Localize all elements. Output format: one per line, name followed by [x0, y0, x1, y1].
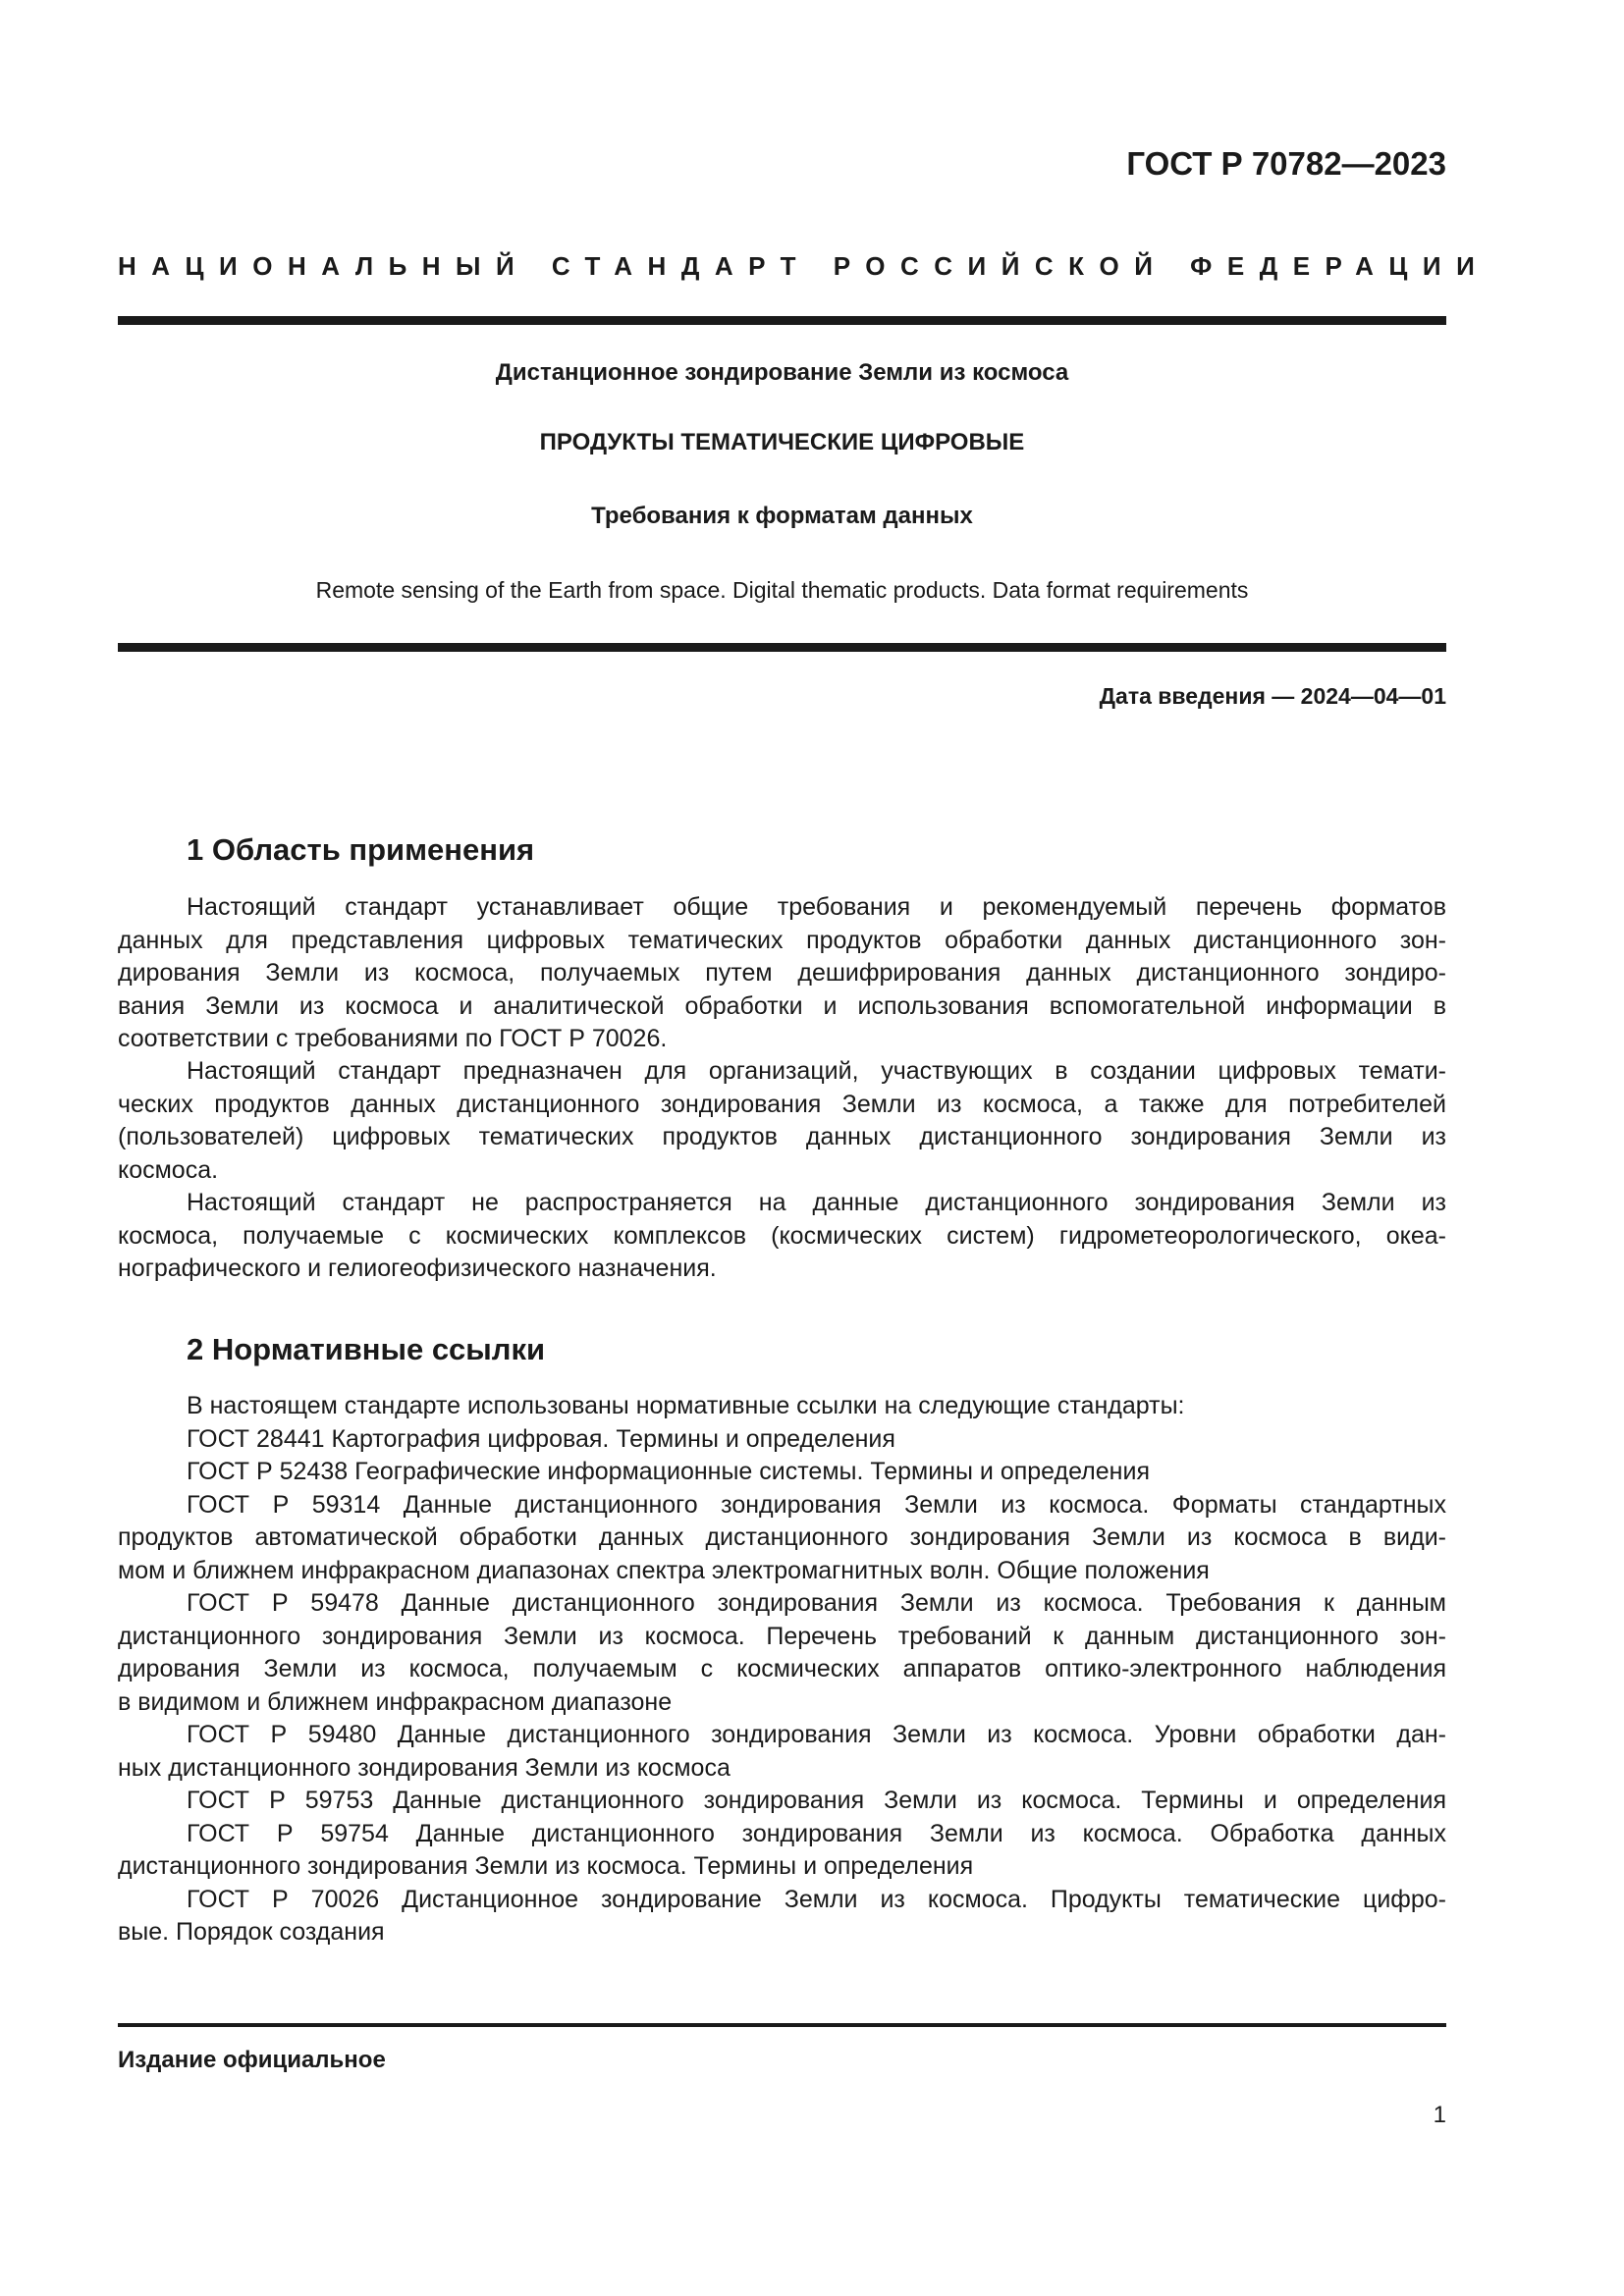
official-edition-label: Издание официальное	[118, 2047, 386, 2073]
reference-item: ГОСТ 28441 Картография цифровая. Термины и определения	[187, 1424, 895, 1453]
reference-item: ГОСТ Р 59754 Данные дистанционного зондирования Земли из космоса. Обработка данных	[187, 1819, 1446, 1847]
text-line: (пользователей) цифровых тематических продуктов данных дистанционного зондирования Земли из	[118, 1123, 1446, 1150]
text-line: вые. Порядок создания	[118, 1918, 385, 1946]
section-1-paragraph-1	[118, 891, 1446, 1056]
text-line: дирования Земли из космоса, получаемым с космических аппаратов оптико-электронного наблюдения	[118, 1655, 1446, 1682]
section-1-heading: 1 Область применения	[187, 832, 535, 867]
text-line: космоса.	[118, 1155, 219, 1184]
text-line: В настоящем стандарте использованы нормативные ссылки на следующие стандарты:	[187, 1392, 1185, 1419]
section-1-paragraph-2	[118, 1055, 1446, 1187]
normative-references-list	[118, 1390, 1446, 1949]
text-line: вания Земли из космоса и аналитической обработки и использования вспомогательной информации в	[118, 991, 1446, 1020]
text-line: продуктов автоматической обработки данных дистанционного зондирования Земли из космоса в види-	[118, 1523, 1446, 1551]
reference-item: ГОСТ Р 52438 Географические информационные системы. Термины и определения	[187, 1458, 1150, 1485]
text-line: дистанционного зондирования Земли из космоса. Термины и определения	[118, 1852, 974, 1880]
text-line: нографического и гелиогеофизического назначения.	[118, 1255, 717, 1282]
national-standard-banner: НАЦИОНАЛЬНЫЙ СТАНДАРТ РОССИЙСКОЙ ФЕДЕРАЦИИ	[118, 251, 1490, 281]
text-line: космоса, получаемые с космических комплексов (космических систем) гидрометеорологического, океа-	[118, 1221, 1446, 1250]
reference-item: ГОСТ Р 59314 Данные дистанционного зондирования Земли из космоса. Форматы стандартных	[187, 1490, 1446, 1519]
reference-item: ГОСТ Р 70026 Дистанционное зондирование Земли из космоса. Продукты тематические цифро-	[187, 1885, 1446, 1913]
text-line: в видимом и ближнем инфракрасном диапазоне	[118, 1687, 673, 1716]
document-page	[118, 0, 1490, 2296]
document-title-main: ПРОДУКТЫ ТЕМАТИЧЕСКИЕ ЦИФРОВЫЕ	[539, 429, 1025, 455]
top-divider	[118, 316, 1446, 325]
page-number: 1	[1433, 2102, 1446, 2128]
text-line: ных дистанционного зондирования Земли из космоса	[118, 1753, 731, 1782]
text-line: Настоящий стандарт не распространяется на данные дистанционного зондирования Земли из	[187, 1189, 1446, 1216]
document-subtitle: Требования к форматам данных	[591, 503, 973, 529]
section-2-heading: 2 Нормативные ссылки	[187, 1332, 546, 1366]
text-line: дирования Земли из космоса, получаемых путем дешифрирования данных дистанционного зондиро-	[118, 959, 1446, 987]
introduction-date: Дата введения — 2024—04—01	[1099, 683, 1446, 709]
reference-item: ГОСТ Р 59480 Данные дистанционного зондирования Земли из космоса. Уровни обработки дан-	[187, 1721, 1446, 1748]
reference-item: ГОСТ Р 59753 Данные дистанционного зондирования Земли из космоса. Термины и определения	[187, 1787, 1446, 1814]
text-line: дистанционного зондирования Земли из космоса. Перечень требований к данным дистанционного зон-	[118, 1622, 1446, 1650]
footer-divider	[118, 2023, 1446, 2027]
title-divider	[118, 643, 1446, 652]
text-line: ческих продуктов данных дистанционного зондирования Земли из космоса, а также для потребителей	[118, 1090, 1446, 1118]
text-line: соответствии с требованиями по ГОСТ Р 70026.	[118, 1025, 668, 1052]
document-title-topic: Дистанционное зондирование Земли из космоса	[495, 359, 1069, 386]
section-1-paragraph-3	[118, 1187, 1446, 1286]
document-title-english: Remote sensing of the Earth from space. Digital thematic products. Data format requirements	[315, 577, 1249, 603]
text-line: мом и ближнем инфракрасном диапазонах спектра электромагнитных волн. Общие положения	[118, 1556, 1210, 1584]
text-line: Настоящий стандарт устанавливает общие требования и рекомендуемый перечень форматов	[187, 893, 1446, 921]
text-line: Настоящий стандарт предназначен для организаций, участвующих в создании цифровых темати-	[187, 1057, 1446, 1085]
text-line: данных для представления цифровых тематических продуктов обработки данных дистанционного зон-	[118, 926, 1446, 954]
reference-item: ГОСТ Р 59478 Данные дистанционного зондирования Земли из космоса. Требования к данным	[187, 1589, 1446, 1617]
document-number: ГОСТ Р 70782—2023	[1126, 145, 1446, 182]
